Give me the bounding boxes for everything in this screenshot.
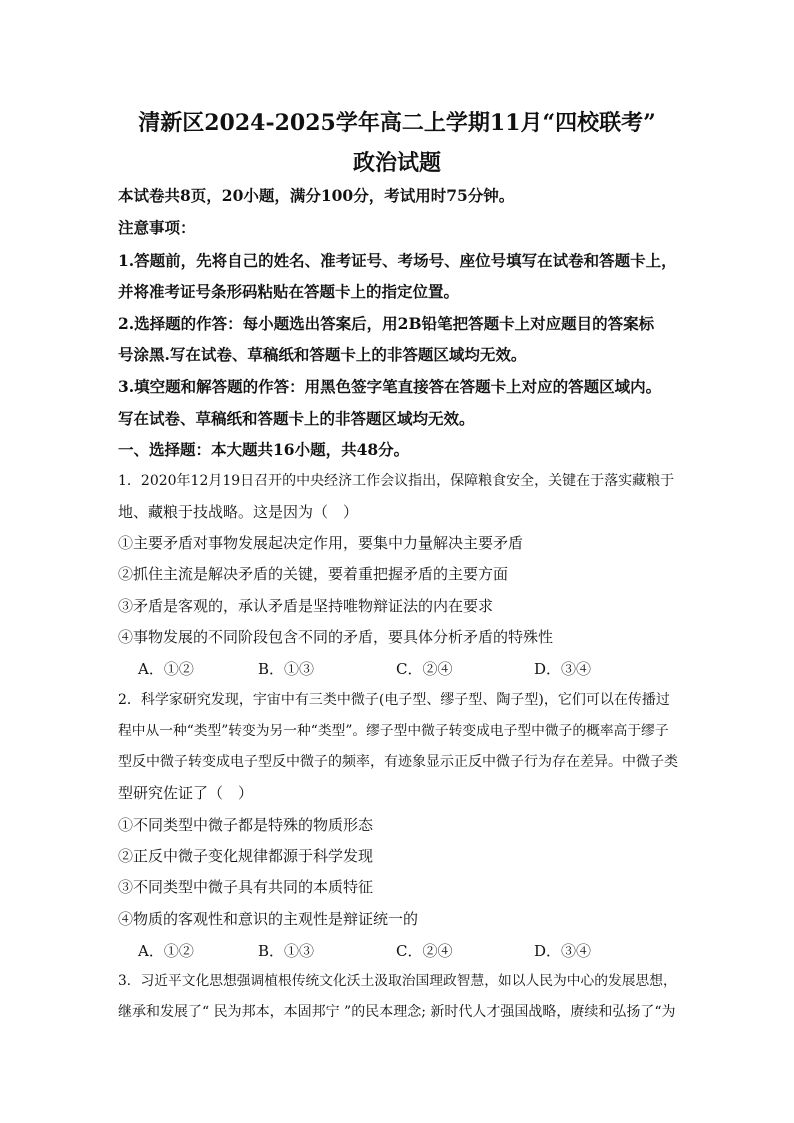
question-3-stem: 3．习近平文化思想强调植根传统文化沃土汲取治国理政智慧，如以人民为中心的发展思想， — [118, 973, 677, 989]
option-d: D．③④ — [534, 942, 592, 960]
note-line: 并将准考证号条形码粘贴在答题卡上的指定位置。 — [118, 282, 460, 301]
notes-heading: 注意事项： — [118, 218, 196, 237]
option-b: B．①③ — [258, 660, 315, 678]
question-1-item: ②抓住主流是解决矛盾的关键，要着重把握矛盾的主要方面 — [118, 565, 509, 583]
exam-intro: 本试卷共8页，20小题，满分100分，考试用时75分钟。 — [118, 186, 515, 205]
question-2-stem: 2．科学家研究发现，宇宙中有三类中微子(电子型、缪子型、陶子型)，它们可以在传播过 — [118, 692, 670, 708]
option-a: A．①② — [138, 942, 194, 960]
note-line: 1.答题前，先将自己的姓名、准考证号、考场号、座位号填写在试卷和答题卡上， — [118, 251, 677, 270]
option-b: B．①③ — [258, 942, 315, 960]
question-1-stem: 地、藏粮于技战略。这是因为（ ） — [118, 503, 359, 521]
note-line: 写在试卷、草稿纸和答题卡上的非答题区域均无效。 — [118, 409, 475, 428]
note-line: 3.填空题和解答题的作答：用黑色签字笔直接答在答题卡上对应的答题区域内。 — [118, 377, 662, 396]
option-c: C．②④ — [396, 942, 453, 960]
question-2-stem: 程中从一种“类型”转变为另一种“类型”。缪子型中微子转变成电子型中微子的概率高于缪子 — [118, 723, 669, 739]
note-line: 2.选择题的作答：每小题选出答案后，用2B铅笔把答题卡上对应题目的答案标 — [118, 314, 655, 333]
question-2-item: ③不同类型中微子具有共同的本质特征 — [118, 878, 374, 896]
question-2-stem: 型研究佐证了（ ） — [118, 784, 254, 802]
question-3-stem: 继承和发展了“ 民为邦本，本固邦宁 ”的民本理念; 新时代人才强国战略，赓续和弘扬了“为 — [118, 1004, 676, 1020]
option-d: D．③④ — [534, 660, 592, 678]
section-heading: 一、选择题：本大题共16小题，共48分。 — [118, 440, 410, 459]
note-line: 号涂黑.写在试卷、草稿纸和答题卡上的非答题区域均无效。 — [118, 345, 527, 364]
question-2-stem: 型反中微子转变成电子型反中微子的频率，有迹象显示正反中微子行为存在差异。中微子类 — [118, 754, 678, 770]
question-1-item: ①主要矛盾对事物发展起决定作用，要集中力量解决主要矛盾 — [118, 534, 524, 552]
question-1-item: ③矛盾是客观的，承认矛盾是坚持唯物辩证法的内在要求 — [118, 597, 494, 615]
exam-title: 清新区2024-2025学年高二上学期11月“四校联考” — [138, 110, 656, 136]
question-1-item: ④事物发展的不同阶段包含不同的矛盾，要具体分析矛盾的特殊性 — [118, 628, 554, 646]
exam-subtitle: 政治试题 — [352, 150, 441, 176]
question-2-item: ②正反中微子变化规律都源于科学发现 — [118, 847, 374, 865]
question-1-stem: 1．2020年12月19日召开的中央经济工作会议指出，保障粮食安全，关键在于落实藏粮于 — [118, 473, 675, 489]
question-2-item: ④物质的客观性和意识的主观性是辩证统一的 — [118, 910, 419, 928]
option-c: C．②④ — [396, 660, 453, 678]
question-2-item: ①不同类型中微子都是特殊的物质形态 — [118, 816, 374, 834]
option-a: A．①② — [138, 660, 194, 678]
